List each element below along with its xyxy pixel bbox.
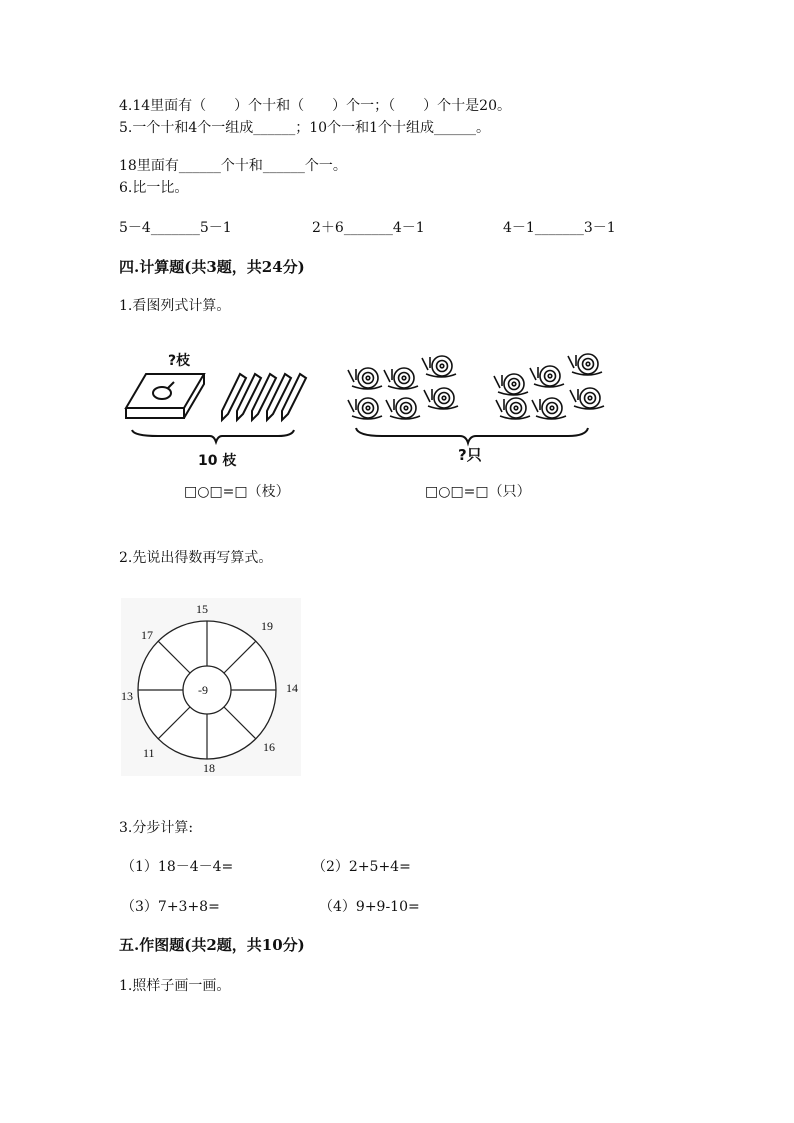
snail-figure [342, 346, 622, 476]
pencil-top-label: ?枝 [168, 353, 191, 369]
calc-question-3: 3.分步计算: [119, 820, 194, 836]
wheel-number-top-left: 17 [141, 628, 153, 642]
pencil-caption: □○□=□（枝） [184, 484, 290, 500]
wheel-center: -9 [198, 683, 208, 697]
wheel-number-bottom-left: 11 [143, 746, 155, 760]
step-1: （1）18－4－4= [121, 859, 234, 875]
compare-3: 4－1_______3－1 [503, 220, 616, 236]
draw-question-1: 1.照样子画一画。 [119, 978, 231, 994]
snail-icon [348, 368, 382, 389]
section-4-heading: 四.计算题(共3题，共24分) [119, 258, 305, 276]
snail-icon [424, 388, 458, 409]
compare-1: 5－4_______5－1 [119, 220, 232, 236]
brace [356, 428, 588, 443]
number-wheel [121, 598, 301, 776]
snail-icon [530, 366, 564, 387]
snail-bottom-label: ?只 [458, 446, 482, 464]
question-4: 4.14里面有（ ）个十和（ ）个一；（ ）个十是20。 [119, 98, 511, 114]
step-4: （4）9+9-10= [319, 899, 420, 915]
question-5-part-b: 18里面有______个十和______个一。 [119, 158, 347, 174]
snail-illustration [342, 346, 622, 476]
snail-icon [494, 374, 528, 395]
snail-icon [532, 398, 566, 419]
calc-question-2: 2.先说出得数再写算式。 [119, 550, 273, 566]
wheel-number-left: 13 [121, 689, 133, 703]
compare-2: 2＋6_______4－1 [312, 220, 425, 236]
wheel-number-right: 14 [286, 681, 298, 695]
question-6: 6.比一比。 [119, 180, 189, 196]
calc-question-1: 1.看图列式计算。 [119, 298, 231, 314]
pencil-icon [282, 374, 306, 420]
step-2: （2）2+5+4= [312, 859, 411, 875]
snail-icon [386, 398, 420, 419]
wheel-number-bottom-right: 16 [263, 740, 275, 754]
snail-icon [422, 356, 456, 377]
snail-icon [496, 398, 530, 419]
wheel-number-top-right: 19 [261, 619, 273, 633]
snail-icon [348, 398, 382, 419]
question-5: 5.一个十和4个一组成______；10个一和1个十组成______。 [119, 120, 490, 136]
pencil-box-icon [126, 374, 204, 418]
pencils-group [222, 374, 306, 420]
snail-icon [568, 354, 602, 375]
snail-icon [384, 368, 418, 389]
snail-caption: □○□=□（只） [425, 484, 531, 500]
snail-icon [570, 388, 604, 409]
wheel-number-bottom: 18 [203, 761, 215, 775]
snails-group [348, 354, 604, 419]
step-3: （3）7+3+8= [121, 899, 220, 915]
brace [132, 430, 294, 442]
pencil-figure [118, 344, 308, 474]
pencil-bottom-label: 10 枝 [198, 453, 237, 469]
section-5-heading: 五.作图题(共2题，共10分) [119, 936, 305, 954]
wheel-number-top: 15 [196, 602, 208, 616]
